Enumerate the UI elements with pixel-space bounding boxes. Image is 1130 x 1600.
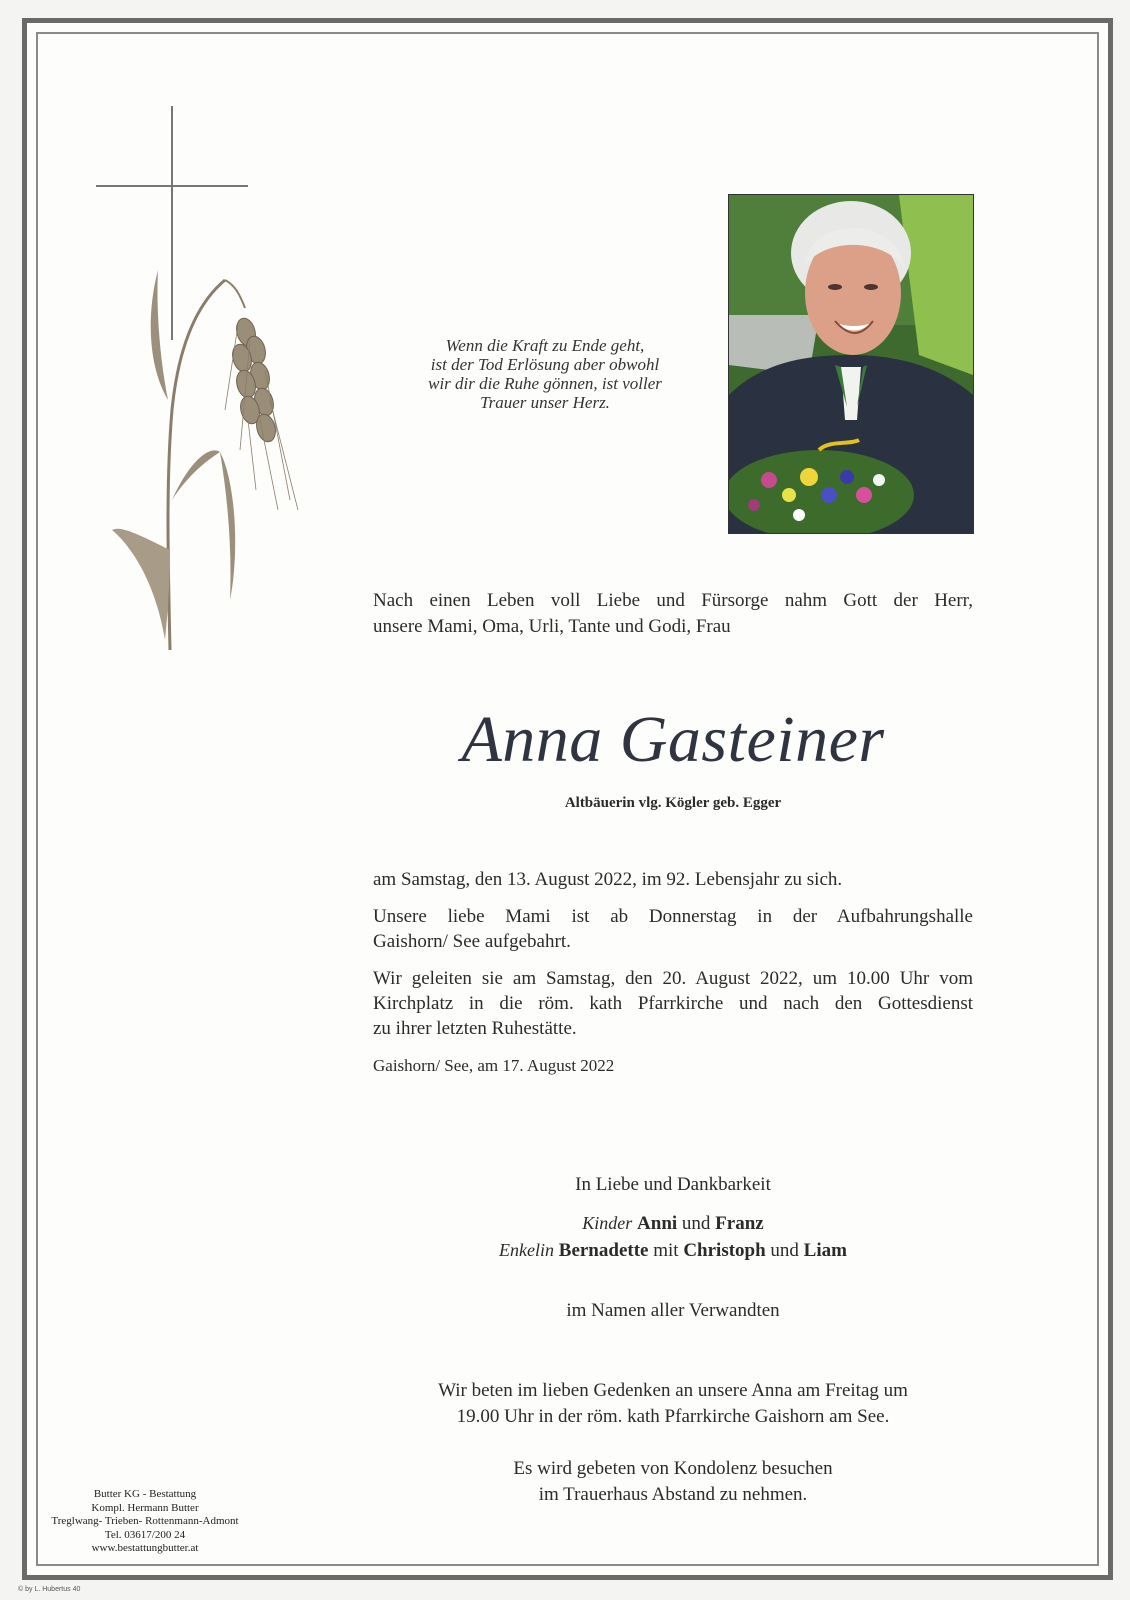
condolence-notice [373,1456,973,1508]
children-label: Kinder [582,1213,633,1233]
prayer-line: 19.00 Uhr in der röm. kath Pfarrkirche Gaishorn am See. [456,1406,890,1427]
partner-name: Christoph [683,1240,766,1261]
thanks-line: In Liebe und Dankbarkeit [575,1174,771,1195]
grandchild-name: Bernadette [558,1240,649,1261]
undertaker-line: Butter KG - Bestattung [93,1488,197,1500]
relatives-line: im Namen aller Verwandten [566,1300,780,1321]
child-name: Anni [637,1213,678,1234]
memorial-verse [405,336,685,412]
laying-out-text [373,904,973,954]
undertaker-website: www.bestattungbutter.at [91,1542,199,1554]
great-grandchild-name: Liam [803,1240,847,1261]
grandchildren-line [373,1237,973,1264]
deceased-name: Anna Gasteiner [461,703,885,776]
undertaker-line: Tel. 03617/200 24 [104,1528,186,1541]
prayer-notice [373,1378,973,1430]
children-line [373,1210,973,1237]
prayer-line: Wir beten im lieben Gedenken an unsere Anna am Freitag um [438,1380,908,1401]
intro-line: Nach einen Leben voll Liebe und Fürsorge nahm Gott der Herr, [373,590,973,611]
verse-line: wir dir die Ruhe gönnen, ist voller [428,374,662,393]
undertaker-line: Kompl. Hermann Butter [91,1501,199,1514]
undertaker-info [40,1488,250,1556]
laying-out-line: Gaishorn/ See aufgebahrt. [373,931,571,952]
intro-line: unsere Mami, Oma, Urli, Tante und Godi, Frau [373,616,731,637]
grandchildren-label: Enkelin [499,1240,555,1260]
laying-out-line: Unsere liebe Mami ist ab Donnerstag in der Aufbahrungshalle [373,906,973,927]
intro-text [373,588,973,640]
announcement-body [373,867,973,1090]
funeral-line: zu ihrer letzten Ruhestätte. [373,1018,577,1039]
undertaker-line: Treglwang- Trieben- Rottenmann-Admont [51,1515,239,1527]
funeral-line: Wir geleiten sie am Samstag, den 20. August 2022, um 10.00 Uhr vom [373,968,973,989]
deceased-subtitle: Altbäuerin vlg. Kögler geb. Egger [564,795,782,811]
funeral-text [373,966,973,1041]
child-name: Franz [715,1213,764,1234]
cross-wheat-ornament [60,80,300,660]
place-date: Gaishorn/ See, am 17. August 2022 [373,1056,615,1075]
family-list [373,1210,973,1264]
conjunction: und [770,1240,799,1261]
copyright-note: © by L. Hubertus 40 [18,1586,81,1593]
conjunction: mit [653,1240,679,1261]
death-date-text: am Samstag, den 13. August 2022, im 92. Lebensjahr zu sich. [373,869,843,890]
verse-line: Trauer unser Herz. [480,393,610,412]
portrait-photo [728,194,974,534]
funeral-line: Kirchplatz in die röm. kath Pfarrkirche und nach den Gottesdienst [373,993,973,1014]
conjunction: und [681,1213,711,1234]
condolence-line: im Trauerhaus Abstand zu nehmen. [538,1484,808,1505]
verse-line: Wenn die Kraft zu Ende geht, [445,336,645,355]
condolence-line: Es wird gebeten von Kondolenz besuchen [513,1458,833,1479]
verse-line: ist der Tod Erlösung aber obwohl [430,355,660,374]
